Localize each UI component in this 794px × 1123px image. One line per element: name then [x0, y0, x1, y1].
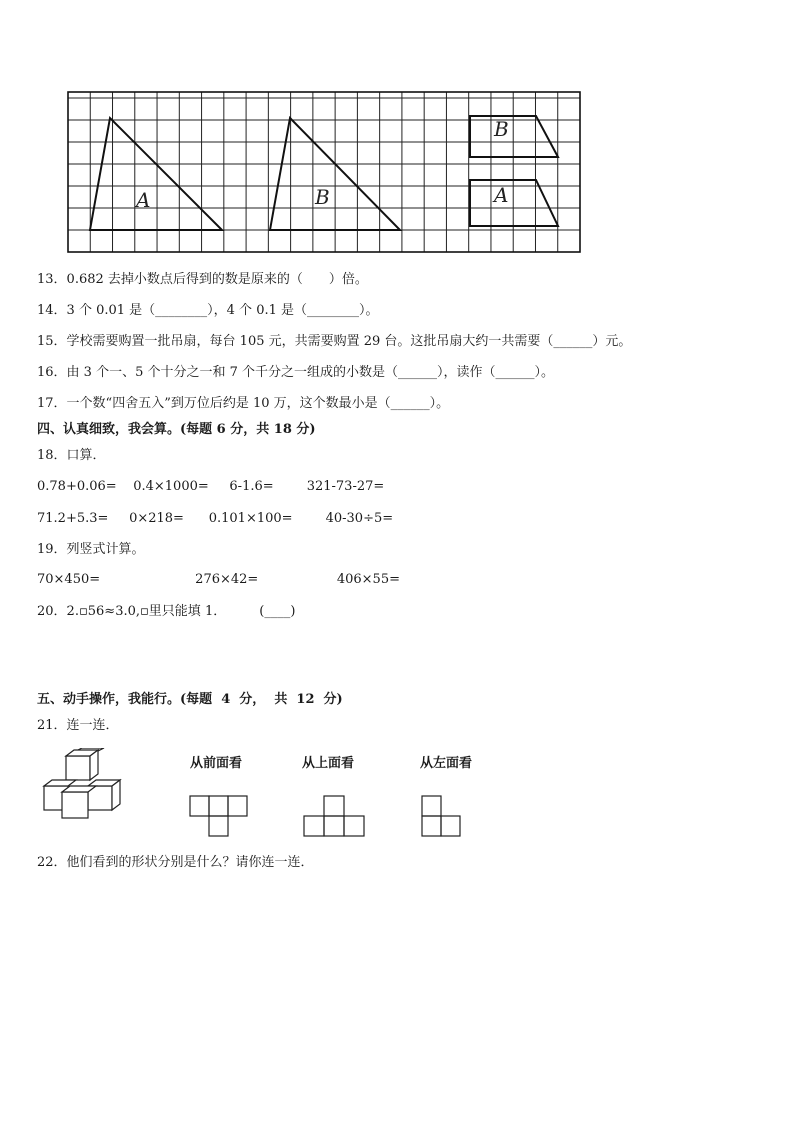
view-shapes [0, 790, 794, 840]
trapezoid-b-right [470, 116, 558, 157]
question-15: 15．学校需要购置一批吊扇，每台 105 元，共需要购置 29 台。这批吊扇大约一共需要（______）元。 [37, 334, 632, 349]
left-view-shape [422, 796, 460, 836]
question-21: 21．连一连． [37, 718, 119, 733]
label-a-right: A [494, 183, 509, 207]
question-17: 17．一个数“四舍五入”到万位后约是 10 万，这个数最小是（______）。 [37, 396, 450, 411]
section-4-heading: 四、认真细致，我会算。(每题 6 分，共 18 分) [37, 422, 316, 437]
question-18-row-1: 0.78+0.06= 0.4×1000= 6-1.6= 321-73-27= [37, 479, 385, 494]
view-top-label: 从上面看 [302, 756, 355, 771]
label-b-right: B [494, 117, 509, 141]
front-view-shape [190, 796, 247, 836]
view-left-label: 从左面看 [420, 756, 473, 771]
triangle-a-left [90, 118, 222, 230]
grid-figure [0, 0, 794, 270]
top-view-shape [304, 796, 364, 836]
trapezoid-a-right [470, 180, 558, 226]
question-19: 19．列竖式计算。 [37, 542, 145, 557]
question-18-row-2: 71.2+5.3= 0×218= 0.101×100= 40-30÷5= [37, 511, 394, 526]
section-5-heading: 五、动手操作，我能行。(每题 4 分， 共 12 分) [37, 692, 343, 707]
question-14: 14．3 个 0.01 是（________），4 个 0.1 是（________）。 [37, 303, 379, 318]
question-13: 13．0.682 去掉小数点后得到的数是原来的（ ）倍。 [37, 272, 368, 287]
question-18: 18．口算． [37, 448, 106, 463]
view-front-label: 从前面看 [190, 756, 243, 771]
question-22: 22．他们看到的形状分别是什么？请你连一连． [37, 855, 314, 870]
question-20: 20．2.▫56≈3.0,▫里只能填 1． (____) [37, 604, 296, 619]
question-19-row: 70×450= 276×42= 406×55= [37, 572, 400, 587]
label-b-middle: B [315, 185, 330, 209]
question-16: 16．由 3 个一、5 个十分之一和 7 个千分之一组成的小数是（______），读作（______）。 [37, 365, 555, 380]
label-a-left: A [136, 188, 151, 212]
